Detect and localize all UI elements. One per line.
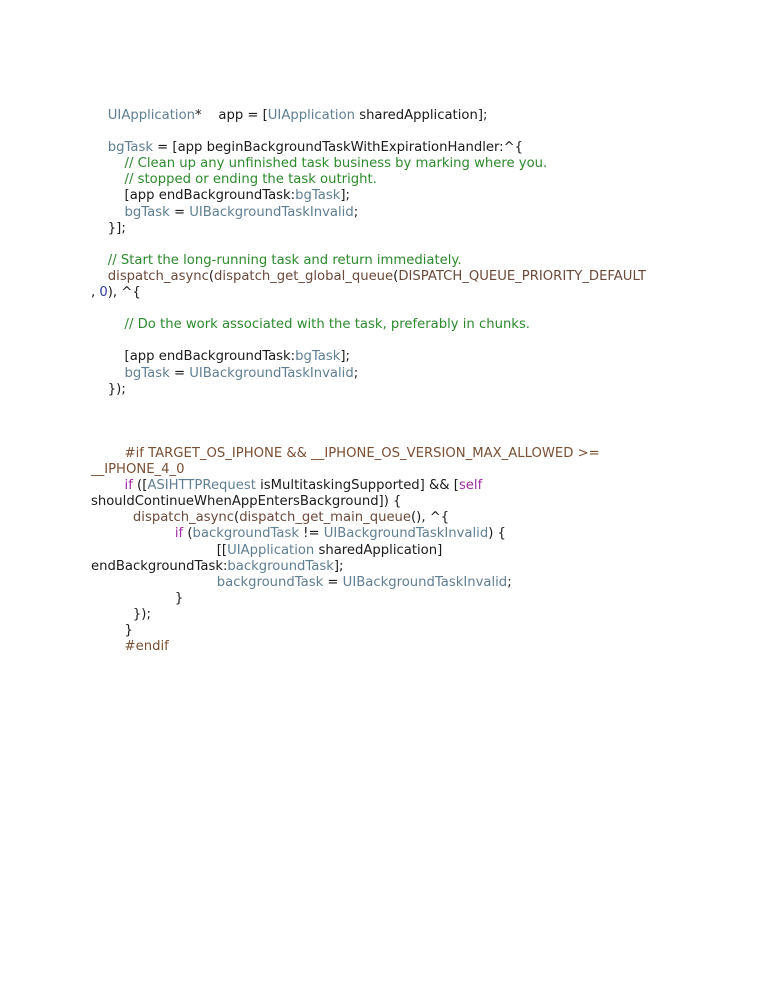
code-token: UIBackgroundTaskInvalid bbox=[189, 365, 354, 381]
code-token: dispatch_async bbox=[132, 510, 235, 526]
code-line bbox=[91, 607, 711, 623]
code-indent bbox=[91, 382, 108, 397]
code-token: ; bbox=[353, 365, 359, 381]
code-line bbox=[91, 333, 711, 349]
code-token: * app = [ bbox=[195, 108, 268, 123]
code-token: ( bbox=[183, 526, 193, 542]
code-token: UIBackgroundTaskInvalid bbox=[342, 574, 508, 590]
code-token: __IPHONE_4_0 bbox=[91, 462, 185, 478]
code-token: UIBackgroundTaskInvalid bbox=[189, 204, 354, 220]
code-line bbox=[91, 543, 711, 559]
code-token: endBackgroundTask: bbox=[91, 558, 228, 574]
code-indent bbox=[91, 591, 175, 606]
code-token: 0 bbox=[99, 285, 108, 301]
code-token: if bbox=[124, 478, 133, 494]
code-line bbox=[91, 462, 711, 478]
code-token: ]; bbox=[333, 558, 344, 574]
code-line bbox=[91, 430, 711, 446]
code-token: DISPATCH_QUEUE_PRIORITY_DEFAULT bbox=[398, 268, 647, 284]
code-token: backgroundTask bbox=[192, 526, 299, 542]
code-line bbox=[91, 253, 711, 269]
code-token: = bbox=[169, 204, 190, 220]
code-token: } bbox=[124, 623, 133, 638]
code-line bbox=[91, 414, 711, 430]
code-indent bbox=[91, 366, 125, 381]
code-indent bbox=[91, 205, 125, 220]
code-token: ), ^{ bbox=[107, 285, 141, 301]
code-token: }]; bbox=[107, 220, 126, 236]
code-token: bgTask bbox=[295, 349, 341, 365]
code-token: dispatch_get_global_queue bbox=[214, 268, 394, 284]
code-line bbox=[91, 156, 711, 172]
code-indent bbox=[91, 526, 175, 541]
code-token: sharedApplication]; bbox=[355, 108, 488, 123]
code-line bbox=[91, 591, 711, 607]
code-indent bbox=[91, 446, 125, 461]
code-line bbox=[91, 478, 711, 494]
code-indent bbox=[91, 623, 125, 638]
code-line bbox=[91, 237, 711, 253]
code-indent bbox=[91, 575, 217, 590]
code-indent bbox=[91, 639, 125, 654]
code-token: if bbox=[174, 526, 184, 542]
code-token: (), ^{ bbox=[411, 510, 450, 526]
code-indent bbox=[91, 188, 125, 203]
code-indent bbox=[91, 607, 133, 622]
code-token: = bbox=[169, 365, 190, 381]
code-token: ; bbox=[507, 574, 512, 590]
code-line bbox=[91, 623, 711, 639]
code-line bbox=[91, 140, 711, 156]
code-token: // Clean up any unfinished task business by marking where you. bbox=[124, 156, 548, 172]
code-token: }); bbox=[132, 606, 151, 622]
code-token: = [app beginBackgroundTaskWithExpirationHandler:^{ bbox=[152, 140, 524, 156]
code-token: ) { bbox=[488, 526, 506, 542]
code-token: ( bbox=[208, 268, 215, 284]
code-token: sharedApplication] bbox=[314, 542, 443, 558]
code-token: #if TARGET_OS_IPHONE && __IPHONE_OS_VERSION_MAX_ALLOWED >= bbox=[124, 445, 600, 461]
code-token: backgroundTask bbox=[227, 558, 334, 574]
code-line bbox=[91, 575, 711, 591]
code-token: } bbox=[174, 590, 184, 606]
code-indent bbox=[91, 156, 125, 171]
code-token: UIApplication bbox=[227, 542, 315, 558]
code-token: [[ bbox=[216, 542, 228, 558]
code-token: != bbox=[298, 526, 324, 542]
code-token: // stopped or ending the task outright. bbox=[124, 172, 377, 188]
code-token: bgTask bbox=[124, 204, 170, 220]
code-token: UIApplication bbox=[107, 108, 196, 123]
code-line bbox=[91, 559, 711, 575]
code-token: // Start the long-running task and return immediately. bbox=[107, 252, 462, 268]
code-indent bbox=[91, 172, 125, 187]
code-line bbox=[91, 349, 711, 365]
code-token: shouldContinueWhenAppEntersBackground]) { bbox=[91, 494, 402, 510]
code-token: [app endBackgroundTask: bbox=[124, 188, 296, 204]
code-token: ]; bbox=[340, 188, 350, 204]
code-indent bbox=[91, 140, 108, 155]
code-line bbox=[91, 301, 711, 317]
code-token: UIBackgroundTaskInvalid bbox=[323, 526, 489, 542]
code-line bbox=[91, 172, 711, 188]
code-token: ASIHTTPRequest bbox=[147, 478, 256, 494]
code-indent bbox=[91, 269, 108, 284]
code-line bbox=[91, 205, 711, 221]
code-token: dispatch_async bbox=[107, 268, 209, 284]
code-line bbox=[91, 494, 711, 510]
code-block bbox=[91, 108, 711, 655]
code-token: ; bbox=[353, 204, 359, 220]
code-token: bgTask bbox=[295, 188, 341, 204]
code-token: UIApplication bbox=[267, 108, 356, 123]
code-token: , bbox=[91, 285, 100, 301]
code-line bbox=[91, 285, 711, 301]
code-token: ( bbox=[234, 510, 240, 526]
code-line bbox=[91, 526, 711, 542]
code-token: self bbox=[458, 478, 483, 494]
code-indent bbox=[91, 349, 125, 364]
code-indent bbox=[91, 478, 125, 493]
code-token: ([ bbox=[132, 478, 148, 494]
code-token: }); bbox=[107, 381, 126, 397]
code-line bbox=[91, 269, 711, 285]
code-token: // Do the work associated with the task, preferably in chunks. bbox=[124, 317, 531, 333]
code-token: [app endBackgroundTask: bbox=[124, 349, 296, 365]
code-line bbox=[91, 510, 711, 526]
code-line bbox=[91, 221, 711, 237]
code-line bbox=[91, 124, 711, 140]
code-token: dispatch_get_main_queue bbox=[239, 510, 412, 526]
code-token: = bbox=[323, 574, 343, 590]
code-token: ( bbox=[393, 268, 399, 284]
code-indent bbox=[91, 108, 108, 123]
code-indent bbox=[91, 510, 133, 525]
code-line bbox=[91, 446, 711, 462]
code-token: isMultitaskingSupported] && [ bbox=[255, 478, 459, 494]
code-token: bgTask bbox=[107, 140, 153, 156]
code-indent bbox=[91, 253, 108, 268]
code-line bbox=[91, 108, 711, 124]
code-token: ]; bbox=[340, 349, 350, 365]
code-line bbox=[91, 398, 711, 414]
code-indent bbox=[91, 221, 108, 236]
code-line bbox=[91, 366, 711, 382]
code-token: #endif bbox=[124, 639, 169, 655]
code-line bbox=[91, 317, 711, 333]
code-indent bbox=[91, 543, 217, 558]
code-line bbox=[91, 188, 711, 204]
code-line bbox=[91, 382, 711, 398]
code-line bbox=[91, 639, 711, 655]
code-token: backgroundTask bbox=[216, 574, 324, 590]
code-token: bgTask bbox=[124, 365, 170, 381]
code-indent bbox=[91, 317, 125, 332]
